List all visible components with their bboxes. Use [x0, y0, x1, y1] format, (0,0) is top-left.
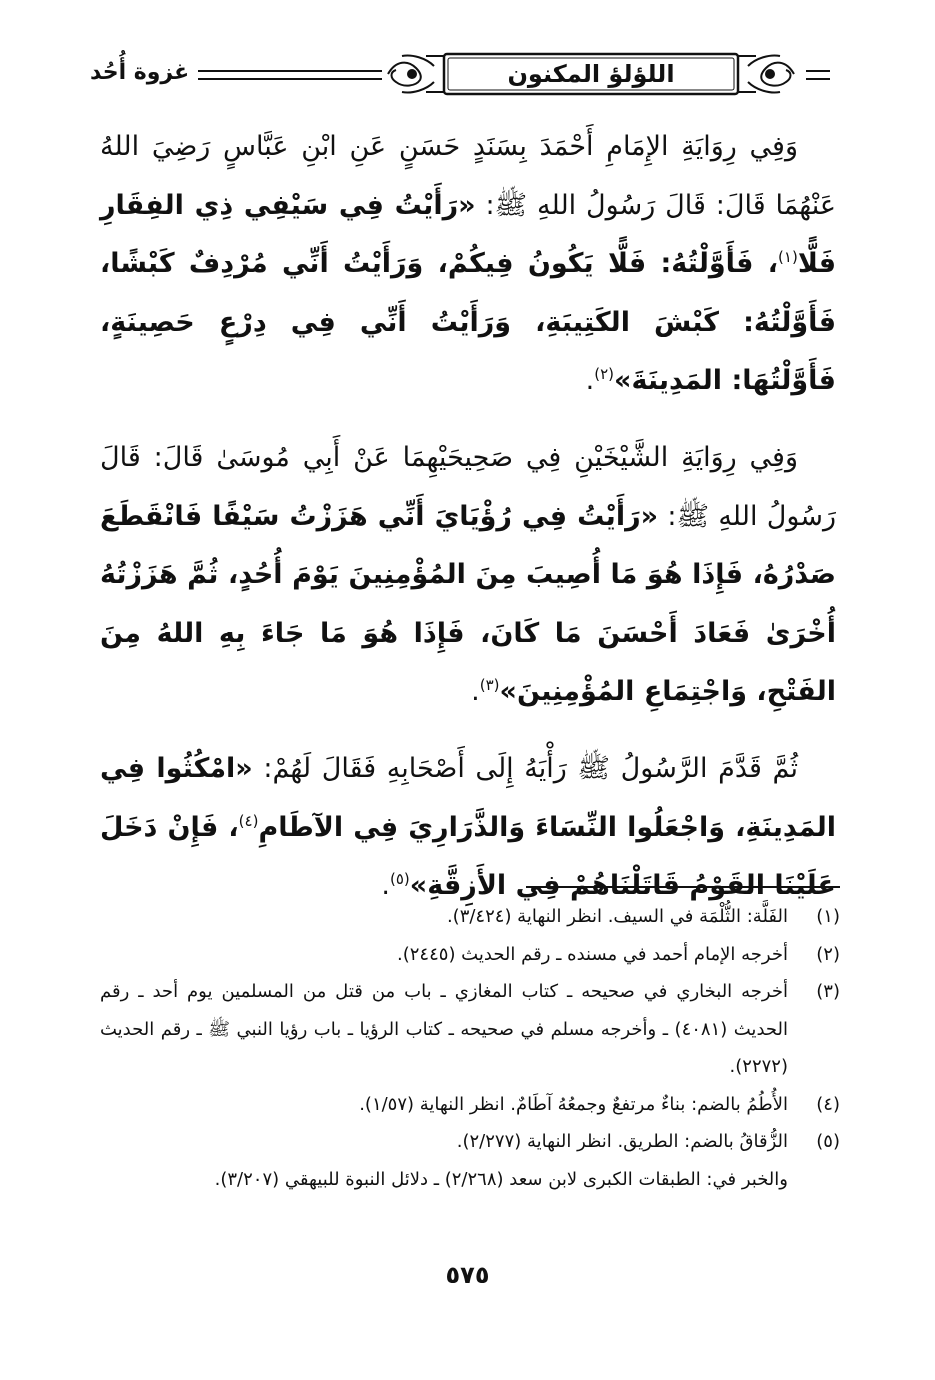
footnote-ref: (١) — [778, 248, 798, 267]
footnote-ref: (٥) — [390, 870, 410, 889]
book-title-frame — [382, 50, 800, 98]
text-run: . — [585, 365, 595, 397]
book-title: اللؤلؤ المكنون — [507, 60, 675, 88]
hadith-quote: «امْكُثُوا فِي المَدِينَةِ، وَاجْعَلُوا النِّسَاءَ وَالذَّرَارِيَ فِي الآطَامِ — [100, 752, 836, 843]
footnote-text: الأُطُمُ بالضم: بناءٌ مرتفعٌ وجمعُهُ آطَامٌ. انظر النهاية (١/٥٧). — [359, 1093, 788, 1115]
chapter-title: غزوة أُحُد — [90, 60, 190, 85]
paragraph — [100, 429, 836, 722]
footnote-number: (١) — [816, 906, 840, 927]
footnote-sources: والخبر في: الطبقات الكبرى لابن سعد (٢/٢٦٨) ـ دلائل النبوة للبيهقي (٣/٢٠٧). — [214, 1168, 788, 1190]
text-run: وَفِي رِوَايَةِ الإِمَامِ أَحْمَدَ بِسَنَدٍ حَسَنٍ عَنِ ابْنِ عَبَّاسٍ رَضِيَ اللهُ عَنْهُمَا قَالَ: قَالَ رَسُولُ اللهِ ﷺ: — [100, 131, 837, 221]
footnote — [100, 898, 840, 936]
footnote-number: (٤) — [816, 1093, 840, 1115]
hadith-quote: ، فَإِنْ دَخَلَ عَلَيْنَا القَوْمُ قَاتَلْنَاهُمْ فِي الأَزِقَّةِ» — [100, 811, 836, 902]
page-number: ٥٧٥ — [445, 1261, 490, 1289]
footnote-number: (٢) — [816, 943, 840, 965]
footnote-text: أخرجه الإمام أحمد في مسنده ـ رقم الحديث (٢٤٤٥). — [397, 943, 788, 965]
footnote — [100, 973, 840, 1086]
hadith-quote: ، فَأَوَّلْتُهُ: فَلًّا يَكُونُ فِيكُمْ، وَرَأَيْتُ أَنِّي مُرْدِفٌ كَبْشًا، فَأَوَّلْتُهُ: كَبْشَ الكَتِيبَةِ، وَرَأَيْتُ أَنِّي فِي دِرْعٍ حَصِينَةٍ، فَأَوَّلْتُهَا: المَدِينَةَ» — [100, 248, 836, 397]
footnote-number: (٣) — [816, 981, 840, 1002]
hadith-quote: «رَأَيْتُ فِي رُؤْيَايَ أَنِّي هَزَزْتُ سَيْفًا فَانْقَطَعَ صَدْرُهُ، فَإِذَا هُوَ مَا أُصِيبَ مِنَ المُؤْمِنِينَ يَوْمَ أُحُدٍ، ثُمَّ هَزَزْتُهُ أُخْرَىٰ فَعَادَ أَحْسَنَ مَا كَانَ، فَإِذَا هُوَ مَا جَاءَ بِهِ اللهُ مِنَ الفَتْحِ، وَاجْتِمَاعِ المُؤْمِنِينَ» — [100, 500, 836, 708]
footnote-separator — [526, 886, 840, 888]
footnote — [100, 1123, 840, 1161]
header-rule-left — [198, 70, 382, 80]
paragraph — [100, 740, 836, 916]
text-run: . — [381, 870, 390, 902]
text-run: . — [471, 676, 480, 708]
header-rule-right — [806, 70, 830, 80]
footnote-number: (٥) — [816, 1131, 840, 1152]
running-header — [90, 48, 842, 104]
text-run: وَفِي رِوَايَةِ الشَّيْخَيْنِ فِي صَحِيحَيْهِمَا عَنْ أَبِي مُوسَىٰ قَالَ: قَالَ رَسُولُ اللهِ ﷺ: — [100, 441, 836, 532]
footnote-text: الفَلَّة: الثُّلْمَة في السيف. انظر النهاية (٣/٤٢٤). — [446, 906, 788, 927]
hadith-quote: «رَأَيْتُ فِي سَيْفِي ذِي الفِقَارِ فَلًّا — [100, 189, 836, 280]
footnotes — [100, 898, 840, 1198]
footnote-ref: (٢) — [594, 365, 614, 384]
footnote-ref: (٣) — [479, 676, 500, 695]
text-run: ثُمَّ قَدَّمَ الرَّسُولُ ﷺ رَأْيَهُ إِلَى أَصْحَابِهِ فَقَالَ لَهُمْ: — [252, 752, 798, 784]
footnote-text: الزُّقاقُ بالضم: الطريق. انظر النهاية (٢/٢٧٧). — [456, 1131, 788, 1152]
main-text — [100, 118, 836, 934]
paragraph — [100, 118, 836, 411]
footnote — [100, 1086, 840, 1124]
footnote — [100, 936, 840, 974]
footnote-ref: (٤) — [238, 811, 259, 830]
footnote-text: أخرجه البخاري في صحيحه ـ كتاب المغازي ـ باب من قتل من المسلمين يوم أحد ـ رقم الحديث (٤٠٨١) ـ وأخرجه مسلم في صحيحه ـ كتاب الرؤيا ـ باب رؤيا النبي ﷺ ـ رقم الحديث (٢٢٧٢). — [100, 981, 788, 1077]
